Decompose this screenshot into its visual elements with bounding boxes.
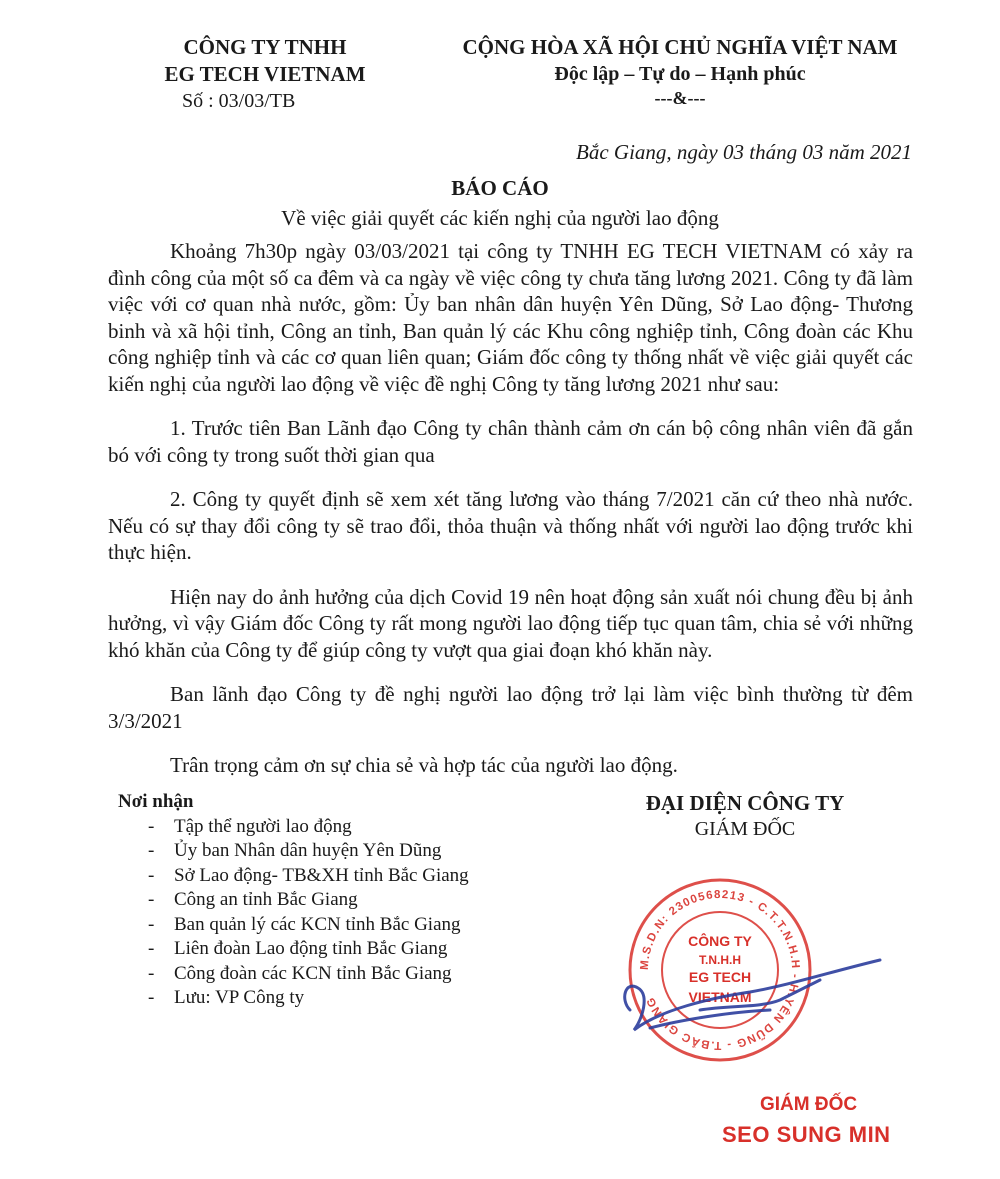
seal-line-4: VIETNAM: [688, 989, 752, 1005]
recipient-item: - Liên đoàn Lao động tỉnh Bắc Giang: [148, 938, 448, 959]
report-title: BÁO CÁO: [451, 176, 549, 200]
recipients-title: Nơi nhận: [118, 791, 194, 812]
national-motto: Độc lập – Tự do – Hạnh phúc: [554, 63, 806, 85]
recipient-item: - Công an tỉnh Bắc Giang: [148, 889, 358, 910]
paragraph-point-2: 2. Công ty quyết định sẽ xem xét tăng lương vào tháng 7/2021 căn cứ theo nhà nước. Nếu có sự thay đổi công ty sẽ trao đổi, thỏa thuận và thống nhất với người lao động trước khi thực hiện.: [108, 487, 913, 564]
recipient-item: - Tập thể người lao động: [148, 815, 352, 837]
place-date: Bắc Giang, ngày 03 tháng 03 năm 2021: [576, 140, 912, 164]
signature-block: [600, 790, 890, 842]
stamp-position: GIÁM ĐỐC: [760, 1094, 858, 1115]
document-number: Số : 03/03/TB: [182, 90, 296, 112]
company-header: [150, 34, 380, 114]
paragraph-return-to-work: Ban lãnh đạo Công ty đề nghị người lao động trở lại làm việc bình thường từ đêm 3/3/2021: [108, 682, 913, 733]
paragraph-intro: Khoảng 7h30p ngày 03/03/2021 tại công ty TNHH EG TECH VIETNAM có xảy ra đình công của một số ca đêm và ca ngày về việc công ty chưa tăng lương 2021. Công ty đã làm việc với cơ quan nhà nước, gồm: Ủy ban nhân dân huyện Yên Dũng, Sở Lao động- Thương binh và xã hội tỉnh, Công an tỉnh, Ban quản lý các Khu công nghiệp tỉnh, Công đoàn các Khu công nghiệp tỉnh và các cơ quan liên quan; Giám đốc công ty thống nhất về việc giải quyết các kiến nghị của người lao động về việc đề nghị Công ty tăng lương 2021 như sau:: [108, 239, 913, 396]
national-header: [445, 34, 915, 109]
seal-line-3: EG TECH: [688, 969, 752, 985]
report-body: [108, 238, 913, 779]
company-seal-graphic: [590, 860, 900, 1080]
nation-title: CỘNG HÒA XÃ HỘI CHỦ NGHĨA VIỆT NAM: [462, 35, 898, 59]
signer-position: GIÁM ĐỐC: [694, 818, 796, 840]
recipient-item: - Sở Lao động- TB&XH tỉnh Bắc Giang: [148, 864, 469, 886]
company-name-line2: EG TECH VIETNAM: [164, 62, 366, 86]
recipient-item: - Lưu: VP Công ty: [148, 987, 305, 1008]
seal-ring-text: M.S.D.N: 2300568213 - C.T.T.N.H.H - H.YÊN DŨNG - T.BẮC GIANG: [638, 888, 802, 1052]
recipients-list: [118, 815, 469, 1011]
paragraph-covid: Hiện nay do ảnh hưởng của dịch Covid 19 nên hoạt động sản xuất nói chung đều bị ảnh hưởng, vì vậy Giám đốc Công ty rất mong người lao động tiếp tục quan tâm, chia sẻ với những khó khăn của Công ty để giúp công ty vượt qua giai đoạn khó khăn này.: [108, 584, 913, 662]
recipient-item: - Ban quản lý các KCN tỉnh Bắc Giang: [148, 913, 461, 935]
paragraph-thanks: Trân trọng cảm ơn sự chia sẻ và hợp tác của người lao động.: [170, 753, 678, 777]
seal-line-2: T.N.H.H: [699, 953, 741, 967]
motto-ornament: ---&---: [654, 88, 706, 108]
seal-line-1: CÔNG TY: [688, 933, 752, 949]
paragraph-point-1: 1. Trước tiên Ban Lãnh đạo Công ty chân thành cảm ơn cán bộ công nhân viên đã gắn bó với công ty trong suốt thời gian qua: [108, 416, 913, 467]
stamp-signer-name: SEO SUNG MIN: [722, 1122, 891, 1147]
recipient-item: - Công đoàn các KCN tỉnh Bắc Giang: [148, 962, 452, 984]
report-subtitle: Về việc giải quyết các kiến nghị của người lao động: [281, 206, 719, 230]
recipients-block: [118, 790, 469, 1011]
recipient-item: - Ủy ban Nhân dân huyện Yên Dũng: [148, 840, 442, 861]
company-seal: [590, 860, 900, 1080]
representative-title: ĐẠI DIỆN CÔNG TY: [645, 791, 845, 815]
company-name-line1: CÔNG TY TNHH: [183, 35, 347, 59]
